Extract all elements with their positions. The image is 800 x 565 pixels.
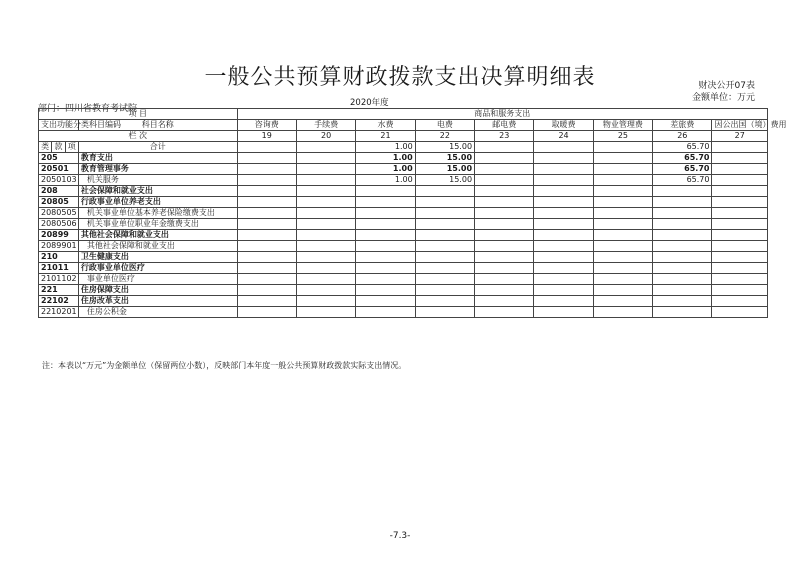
cell-consulting <box>237 208 296 219</box>
cell-water: 1.00 <box>356 164 415 175</box>
cell-consulting <box>237 296 296 307</box>
cell-abroad <box>712 307 768 318</box>
fiscal-year: 2020年度 <box>350 98 389 108</box>
col-header: 电费 <box>415 120 474 131</box>
cell-electricity <box>415 241 474 252</box>
subject-code: 22102 <box>39 296 79 307</box>
subject-name: 其他社会保障和就业支出 <box>78 241 237 252</box>
cell-heating <box>534 252 593 263</box>
cell-electricity <box>415 219 474 230</box>
cell-water: 1.00 <box>356 175 415 186</box>
cell-property <box>593 263 652 274</box>
cell-property <box>593 219 652 230</box>
col-header: 差旅费 <box>653 120 712 131</box>
cell-fees <box>296 230 355 241</box>
table-row <box>39 197 768 208</box>
cell-postal <box>475 153 534 164</box>
cell-abroad <box>712 175 768 186</box>
col-number: 25 <box>593 131 652 142</box>
col-header: 咨询费 <box>237 120 296 131</box>
cell-water <box>356 197 415 208</box>
cell-consulting <box>237 274 296 285</box>
item-header: 项 目 <box>39 109 238 120</box>
cell-heating <box>534 186 593 197</box>
cell-heating <box>534 153 593 164</box>
cell-electricity <box>415 230 474 241</box>
cell-travel <box>653 252 712 263</box>
cell-property <box>593 285 652 296</box>
cell-postal <box>475 186 534 197</box>
cell-postal <box>475 285 534 296</box>
cell-fees <box>296 296 355 307</box>
cell-fees <box>296 252 355 263</box>
total-water: 1.00 <box>356 142 415 153</box>
col-header: 因公出国（境）费用 <box>712 120 768 131</box>
cell-abroad <box>712 164 768 175</box>
subject-code: 2210201 <box>39 307 79 318</box>
cell-fees <box>296 186 355 197</box>
subject-code: 20899 <box>39 230 79 241</box>
cell-electricity <box>415 274 474 285</box>
cell-abroad <box>712 230 768 241</box>
cell-electricity <box>415 197 474 208</box>
subject-code: 205 <box>39 153 79 164</box>
cell-abroad <box>712 296 768 307</box>
cell-property <box>593 230 652 241</box>
report-title: 一般公共预算财政拨款支出决算明细表 <box>204 65 596 90</box>
cell-fees <box>296 263 355 274</box>
cell-fees <box>296 285 355 296</box>
cell-postal <box>475 219 534 230</box>
cell-consulting <box>237 175 296 186</box>
page-number: -7.3- <box>389 531 411 541</box>
cell-fees <box>296 208 355 219</box>
cell-fees <box>296 274 355 285</box>
subject-name: 机关事业单位基本养老保险缴费支出 <box>78 208 237 219</box>
cell-travel <box>653 186 712 197</box>
subject-code: 20501 <box>39 164 79 175</box>
subject-name: 机关事业单位职业年金缴费支出 <box>78 219 237 230</box>
cell-abroad <box>712 186 768 197</box>
cell-property <box>593 241 652 252</box>
table-row <box>39 186 768 197</box>
cell-consulting <box>237 241 296 252</box>
cell-heating <box>534 208 593 219</box>
cell-fees <box>296 219 355 230</box>
cell-consulting <box>237 263 296 274</box>
cell-consulting <box>237 164 296 175</box>
cell-postal <box>475 307 534 318</box>
cell-abroad <box>712 208 768 219</box>
cell-water <box>356 230 415 241</box>
cell-fees <box>296 197 355 208</box>
cell-heating <box>534 175 593 186</box>
table-row <box>39 263 768 274</box>
cell-abroad <box>712 285 768 296</box>
subject-name: 住房保障支出 <box>78 285 237 296</box>
header-row-1 <box>39 109 768 120</box>
subject-code: 221 <box>39 285 79 296</box>
group-header: 商品和服务支出 <box>237 109 767 120</box>
total-row <box>39 142 768 153</box>
cell-abroad <box>712 252 768 263</box>
cell-electricity <box>415 208 474 219</box>
cell-heating <box>534 230 593 241</box>
cell-travel <box>653 296 712 307</box>
table-row <box>39 230 768 241</box>
cell-electricity: 15.00 <box>415 153 474 164</box>
cell-fees <box>296 307 355 318</box>
col-header: 水费 <box>356 120 415 131</box>
xiang-label: 项 <box>65 142 78 153</box>
table-row <box>39 274 768 285</box>
col-header: 手续费 <box>296 120 355 131</box>
subject-name: 行政事业单位养老支出 <box>78 197 237 208</box>
subject-code: 2050103 <box>39 175 79 186</box>
col-header: 邮电费 <box>475 120 534 131</box>
table-row <box>39 219 768 230</box>
cell-fees <box>296 164 355 175</box>
table-row <box>39 252 768 263</box>
subject-code: 208 <box>39 186 79 197</box>
table-row <box>39 241 768 252</box>
cell-postal <box>475 296 534 307</box>
col-number: 23 <box>475 131 534 142</box>
cell-heating <box>534 296 593 307</box>
cell-travel <box>653 263 712 274</box>
cell-heating <box>534 219 593 230</box>
kuan-label: 款 <box>52 142 65 153</box>
cell-travel <box>653 241 712 252</box>
table-row <box>39 153 768 164</box>
cell-consulting <box>237 230 296 241</box>
col-number: 24 <box>534 131 593 142</box>
total-label: 合计 <box>78 142 237 153</box>
col-number: 26 <box>653 131 712 142</box>
subject-name: 教育支出 <box>78 153 237 164</box>
cell-heating <box>534 241 593 252</box>
cell-property <box>593 252 652 263</box>
cell-postal <box>475 274 534 285</box>
amount-unit: 金额单位：万元 <box>691 93 755 103</box>
cell-property <box>593 274 652 285</box>
col-number: 19 <box>237 131 296 142</box>
subject-name: 卫生健康支出 <box>78 252 237 263</box>
cell-consulting <box>237 197 296 208</box>
total-travel: 65.70 <box>653 142 712 153</box>
cell-electricity <box>415 296 474 307</box>
table-row <box>39 307 768 318</box>
cell-travel: 65.70 <box>653 164 712 175</box>
cell-heating <box>534 285 593 296</box>
cell-water <box>356 219 415 230</box>
cell-consulting <box>237 285 296 296</box>
cell-abroad <box>712 263 768 274</box>
cell-property <box>593 186 652 197</box>
cell-water <box>356 208 415 219</box>
cell-travel <box>653 285 712 296</box>
cell-electricity <box>415 252 474 263</box>
subject-code: 21011 <box>39 263 79 274</box>
lan-ci-label: 栏 次 <box>39 131 238 142</box>
cell-postal <box>475 164 534 175</box>
subject-name: 住房改革支出 <box>78 296 237 307</box>
col-number: 21 <box>356 131 415 142</box>
table-row <box>39 285 768 296</box>
cell-postal <box>475 230 534 241</box>
col-header: 取暖费 <box>534 120 593 131</box>
cell-postal <box>475 197 534 208</box>
cell-water <box>356 263 415 274</box>
col-number: 20 <box>296 131 355 142</box>
subject-name: 其他社会保障和就业支出 <box>78 230 237 241</box>
cell-consulting <box>237 252 296 263</box>
cell-abroad <box>712 241 768 252</box>
department-label: 部门：四川省教育考试院 <box>38 104 138 114</box>
cell-travel <box>653 274 712 285</box>
cell-fees <box>296 241 355 252</box>
header-row-2 <box>39 120 768 131</box>
cell-electricity <box>415 186 474 197</box>
cell-property <box>593 197 652 208</box>
cell-travel <box>653 208 712 219</box>
cell-heating <box>534 307 593 318</box>
col-number: 27 <box>712 131 768 142</box>
cell-electricity: 15.00 <box>415 164 474 175</box>
cell-travel: 65.70 <box>653 153 712 164</box>
subject-name: 教育管理事务 <box>78 164 237 175</box>
cell-electricity <box>415 307 474 318</box>
col-number: 22 <box>415 131 474 142</box>
subject-name: 行政事业单位医疗 <box>78 263 237 274</box>
subject-code: 2089901 <box>39 241 79 252</box>
cell-travel <box>653 230 712 241</box>
cell-electricity <box>415 285 474 296</box>
cell-water <box>356 252 415 263</box>
table-row <box>39 175 768 186</box>
subject-name: 事业单位医疗 <box>78 274 237 285</box>
func-class-header: 支出功能分类科目编码 <box>39 120 79 131</box>
cell-consulting <box>237 219 296 230</box>
cell-travel: 65.70 <box>653 175 712 186</box>
cell-water <box>356 241 415 252</box>
cell-postal <box>475 252 534 263</box>
cell-postal <box>475 208 534 219</box>
cell-property <box>593 296 652 307</box>
expenditure-table <box>38 108 787 318</box>
cell-fees <box>296 175 355 186</box>
table-row <box>39 208 768 219</box>
cell-property <box>593 153 652 164</box>
cell-water <box>356 307 415 318</box>
subject-name-header: 科目名称 <box>78 120 237 131</box>
table-row <box>39 296 768 307</box>
cell-postal <box>475 241 534 252</box>
cell-property <box>593 164 652 175</box>
cell-travel <box>653 197 712 208</box>
cell-heating <box>534 263 593 274</box>
cell-water: 1.00 <box>356 153 415 164</box>
cell-water <box>356 296 415 307</box>
cell-travel <box>653 307 712 318</box>
cell-consulting <box>237 153 296 164</box>
subject-name: 住房公积金 <box>78 307 237 318</box>
cell-heating <box>534 164 593 175</box>
col-number-row <box>39 131 768 142</box>
lei-label: 类 <box>39 142 52 153</box>
total-electricity: 15.00 <box>415 142 474 153</box>
cell-heating <box>534 274 593 285</box>
table-note: 注：本表以“万元”为金额单位（保留两位小数），反映部门本年度一般公共预算财政拨款实际支出情况。 <box>42 361 407 370</box>
cell-consulting <box>237 186 296 197</box>
cell-property <box>593 307 652 318</box>
cell-property <box>593 208 652 219</box>
subject-code: 210 <box>39 252 79 263</box>
subject-code: 20805 <box>39 197 79 208</box>
cell-abroad <box>712 153 768 164</box>
form-number: 财决公开07表 <box>698 81 755 91</box>
cell-water <box>356 285 415 296</box>
cell-postal <box>475 263 534 274</box>
subject-code: 2101102 <box>39 274 79 285</box>
cell-postal <box>475 175 534 186</box>
cell-water <box>356 186 415 197</box>
col-header: 物业管理费 <box>593 120 652 131</box>
cell-abroad <box>712 219 768 230</box>
cell-water <box>356 274 415 285</box>
subject-name: 社会保障和就业支出 <box>78 186 237 197</box>
cell-heating <box>534 197 593 208</box>
cell-electricity <box>415 263 474 274</box>
subject-code: 2080506 <box>39 219 79 230</box>
cell-property <box>593 175 652 186</box>
cell-abroad <box>712 197 768 208</box>
cell-abroad <box>712 274 768 285</box>
subject-code: 2080505 <box>39 208 79 219</box>
cell-travel <box>653 219 712 230</box>
subject-name: 机关服务 <box>78 175 237 186</box>
cell-electricity: 15.00 <box>415 175 474 186</box>
cell-consulting <box>237 307 296 318</box>
table-row <box>39 164 768 175</box>
cell-fees <box>296 153 355 164</box>
